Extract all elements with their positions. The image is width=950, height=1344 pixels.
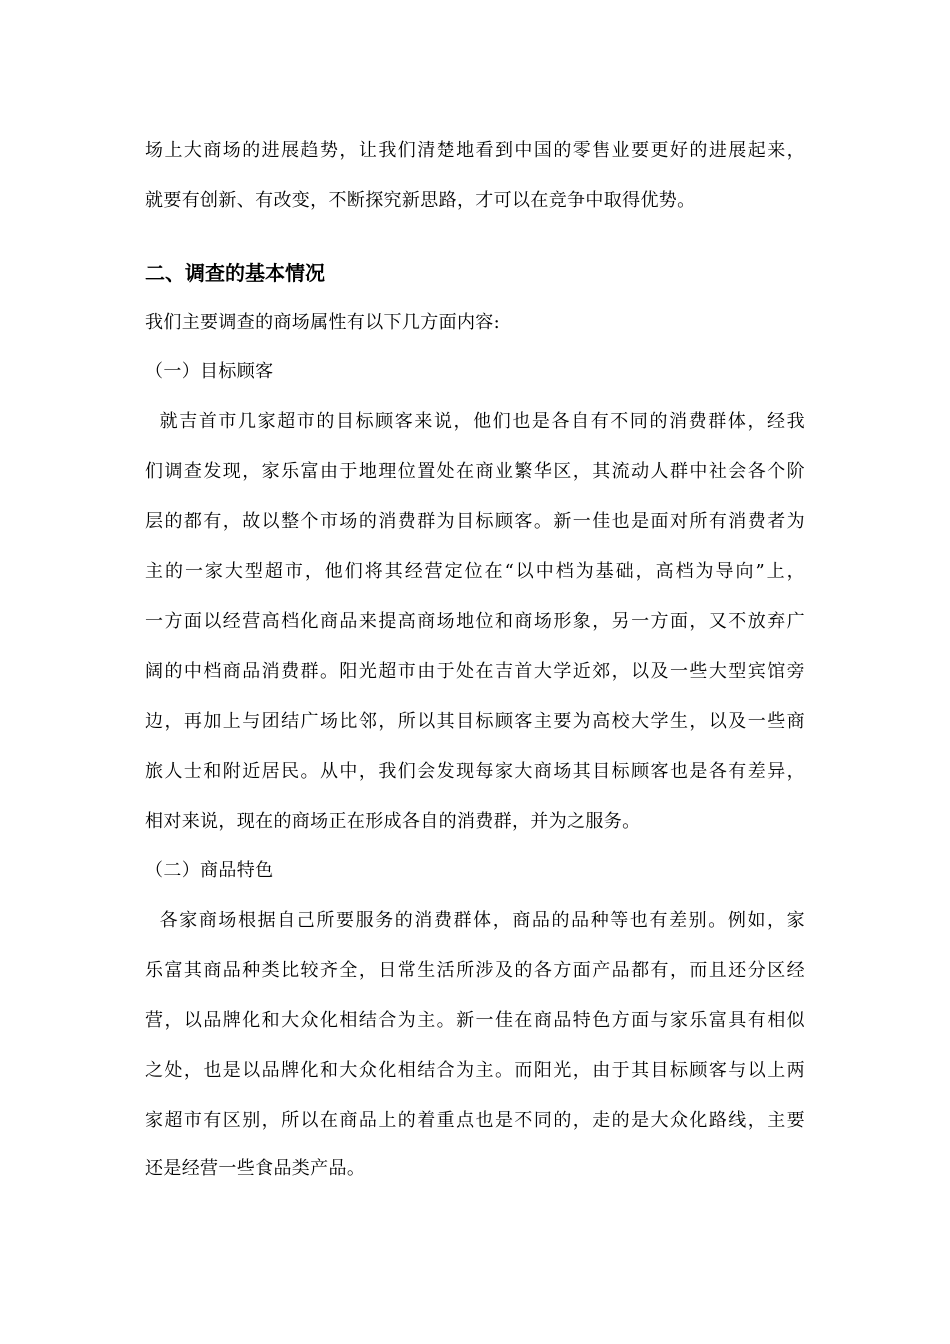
subsection-2-title: （二）商品特色 (145, 860, 274, 881)
intro-line-2: 就要有创新、有改变，不断探究新思路，才可以在竞争中取得优势。 (145, 190, 696, 211)
subsection-1-title: （一）目标顾客 (145, 361, 274, 382)
subsection-1-line-8: 旅人士和附近居民。从中，我们会发现每家大商场其目标顾客也是各有差异， (145, 761, 805, 782)
subsection-2-line-1: 各家商场根据自己所要服务的消费群体，商品的品种等也有差别。例如，家 (145, 910, 805, 931)
subsection-1-line-7: 边，再加上与团结广场比邻，所以其目标顾客主要为高校大学生，以及一些商 (145, 711, 805, 732)
subsection-1-line-5: 一方面以经营高档化商品来提高商场地位和商场形象，另一方面，又不放弃广 (145, 611, 805, 632)
intro-line-1: 场上大商场的进展趋势，让我们清楚地看到中国的零售业要更好的进展起来， (145, 140, 805, 161)
section-title: 二、调查的基本情况 (145, 261, 325, 285)
subsection-1-line-2: 们调查发现，家乐富由于地理位置处在商业繁华区，其流动人群中社会各个阶 (145, 461, 805, 482)
subsection-2-line-4: 之处，也是以品牌化和大众化相结合为主。而阳光，由于其目标顾客与以上两 (145, 1060, 805, 1081)
subsection-1-line-6: 阔的中档商品消费群。阳光超市由于处在吉首大学近郊，以及一些大型宾馆旁 (145, 661, 805, 682)
subsection-1-line-4: 主的一家大型超市，他们将其经营定位在“以中档为基础，高档为导向”上， (145, 561, 805, 582)
subsection-2-line-5: 家超市有区别，所以在商品上的着重点也是不同的，走的是大众化路线，主要 (145, 1110, 805, 1131)
subsection-2-line-6: 还是经营一些食品类产品。 (145, 1158, 366, 1179)
subsection-1-line-3: 层的都有，故以整个市场的消费群为目标顾客。新一佳也是面对所有消费者为 (145, 511, 805, 532)
subsection-1-line-9: 相对来说，现在的商场正在形成各自的消费群，并为之服务。 (145, 811, 641, 832)
subsection-1-line-1: 就吉首市几家超市的目标顾客来说，他们也是各自有不同的消费群体，经我 (145, 411, 805, 432)
subsection-2-line-3: 营，以品牌化和大众化相结合为主。新一佳在商品特色方面与家乐富具有相似 (145, 1010, 805, 1031)
section-intro: 我们主要调查的商场属性有以下几方面内容: (145, 312, 501, 333)
subsection-2-line-2: 乐富其商品种类比较齐全，日常生活所涉及的各方面产品都有，而且还分区经 (145, 960, 805, 981)
